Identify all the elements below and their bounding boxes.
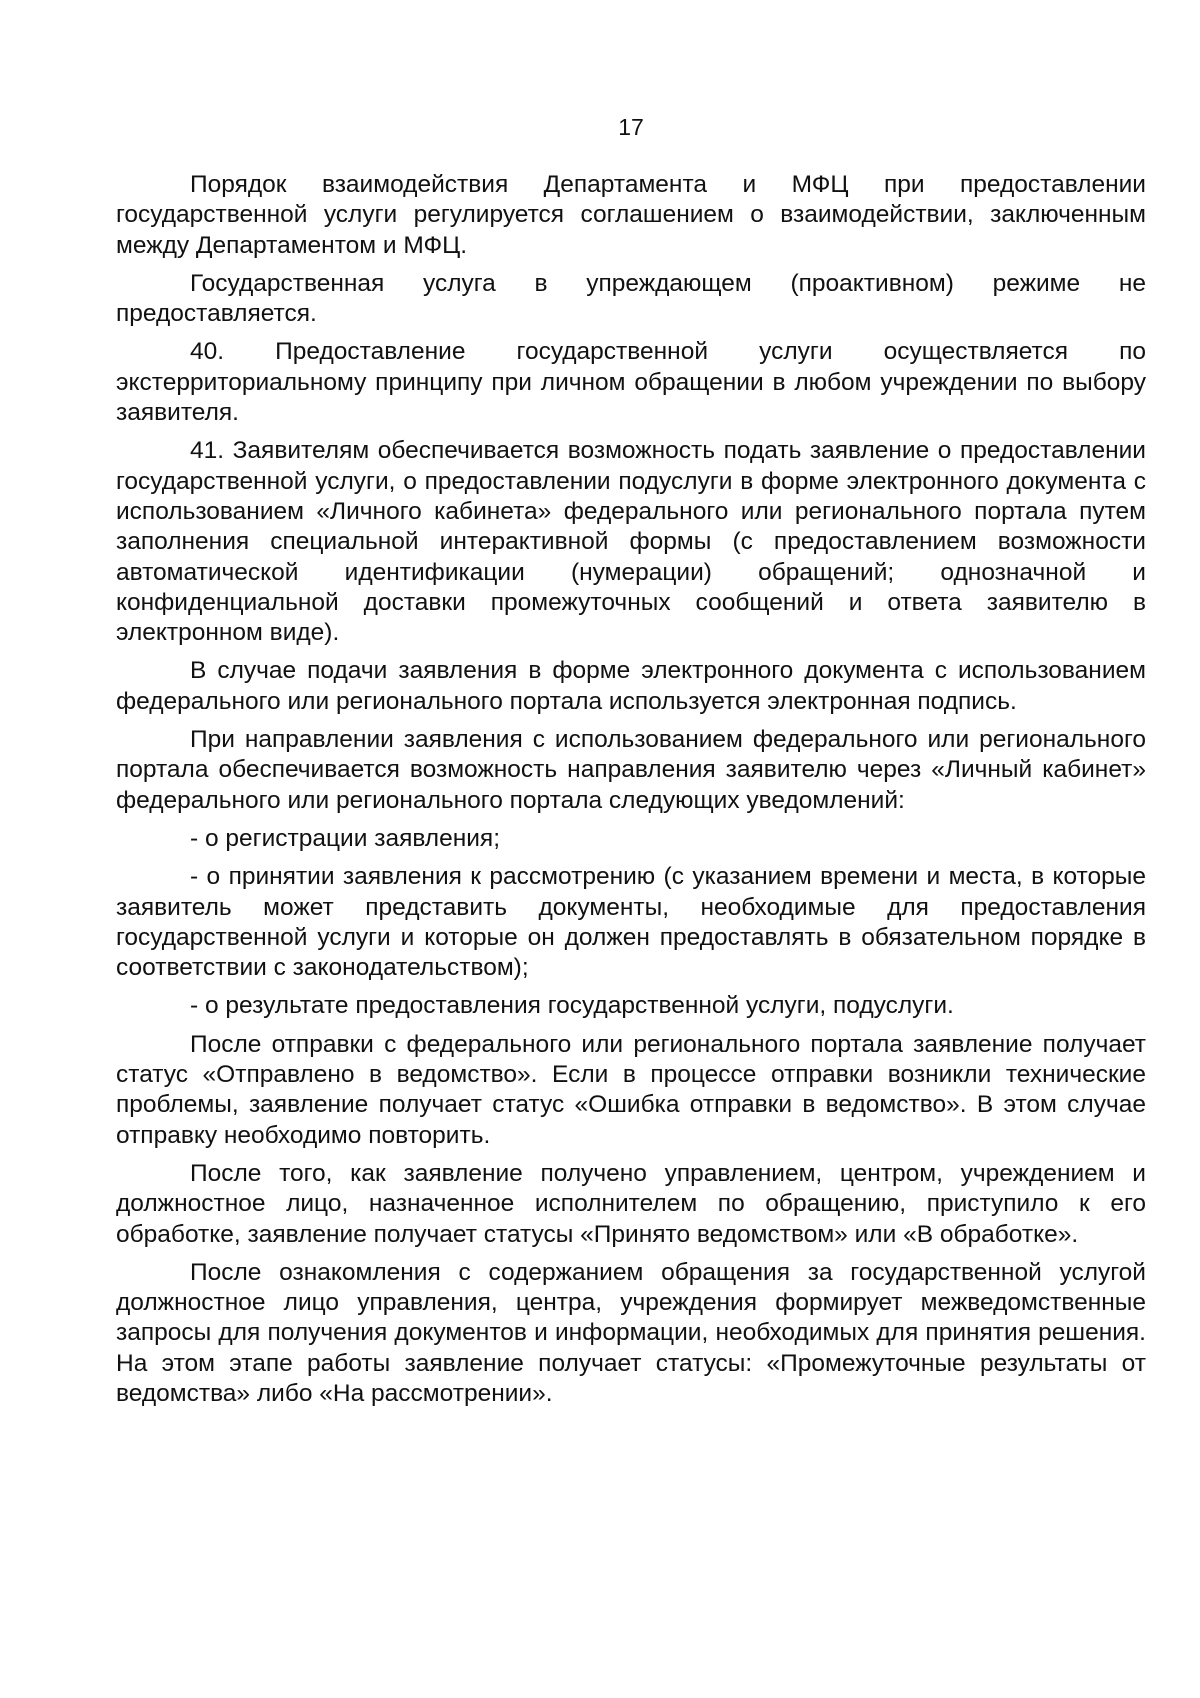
list-item-registration: - о регистрации заявления;	[190, 824, 500, 852]
paragraph-notifications-intro: При направлении заявления с использованием федерального или регионального портала обеспечивается возможность направления заявителю через «Личный кабинет» федерального или регионального портала следующих уведомлений:	[116, 726, 1146, 814]
list-item-result: - о результате предоставления государственной услуги, подуслуги.	[190, 992, 954, 1020]
paragraph-status-sent: После отправки с федерального или регионального портала заявление получает статус «Отправлено в ведомство». Если в процессе отправки возникли технические проблемы, заявление получает статус «Ошибка отправки в ведомство». В этом случае отправку необходимо повторить.	[116, 1030, 1146, 1149]
page-number: 17	[618, 114, 644, 140]
paragraph-41-electronic-application: 41. Заявителям обеспечивается возможность подать заявление о предоставлении государственной услуги, о предоставлении подуслуги в форме электронного документа с использованием «Личного кабинета» федерального или регионального портала путем заполнения специальной интерактивной формы (с предоставлением возможности автоматической идентификации (нумерации) обращений; однозначной и конфиденциальной доставки промежуточных сообщений и ответа заявителю в электронном виде).	[116, 437, 1146, 647]
document-body	[116, 170, 1146, 1417]
paragraph-40-extraterritorial: 40. Предоставление государственной услуги осуществляется по экстерриториальному принципу при личном обращении в любом учреждении по выбору заявителя.	[116, 338, 1146, 427]
paragraph-electronic-signature: В случае подачи заявления в форме электронного документа с использованием федерального или регионального портала используется электронная подпись.	[116, 657, 1146, 715]
paragraph-status-processing: После того, как заявление получено управлением, центром, учреждением и должностное лицо, назначенное исполнителем по обращению, приступило к его обработке, заявление получает статусы «Принято ведомством» или «В обработке».	[116, 1159, 1146, 1248]
paragraph-mfc-interaction: Порядок взаимодействия Департамента и МФЦ при предоставлении государственной услуги регулируется соглашением о взаимодействии, заключенным между Департаментом и МФЦ.	[116, 171, 1146, 259]
paragraph-status-interdepartmental: После ознакомления с содержанием обращения за государственной услугой должностное лицо управления, центра, учреждения формирует межведомственные запросы для получения документов и информации, необходимых для принятия решения. На этом этапе работы заявление получает статусы: «Промежуточные результаты от ведомства» либо «На рассмотрении».	[116, 1258, 1146, 1407]
list-item-acceptance: - о принятии заявления к рассмотрению (с указанием времени и места, в которые заявитель может представить документы, необходимые для предоставления государственной услуги и которые он должен предоставлять в обязательном порядке в соответствии с законодательством);	[116, 863, 1146, 982]
paragraph-proactive-mode: Государственная услуга в упреждающем (проактивном) режиме не предоставляется.	[116, 269, 1146, 328]
